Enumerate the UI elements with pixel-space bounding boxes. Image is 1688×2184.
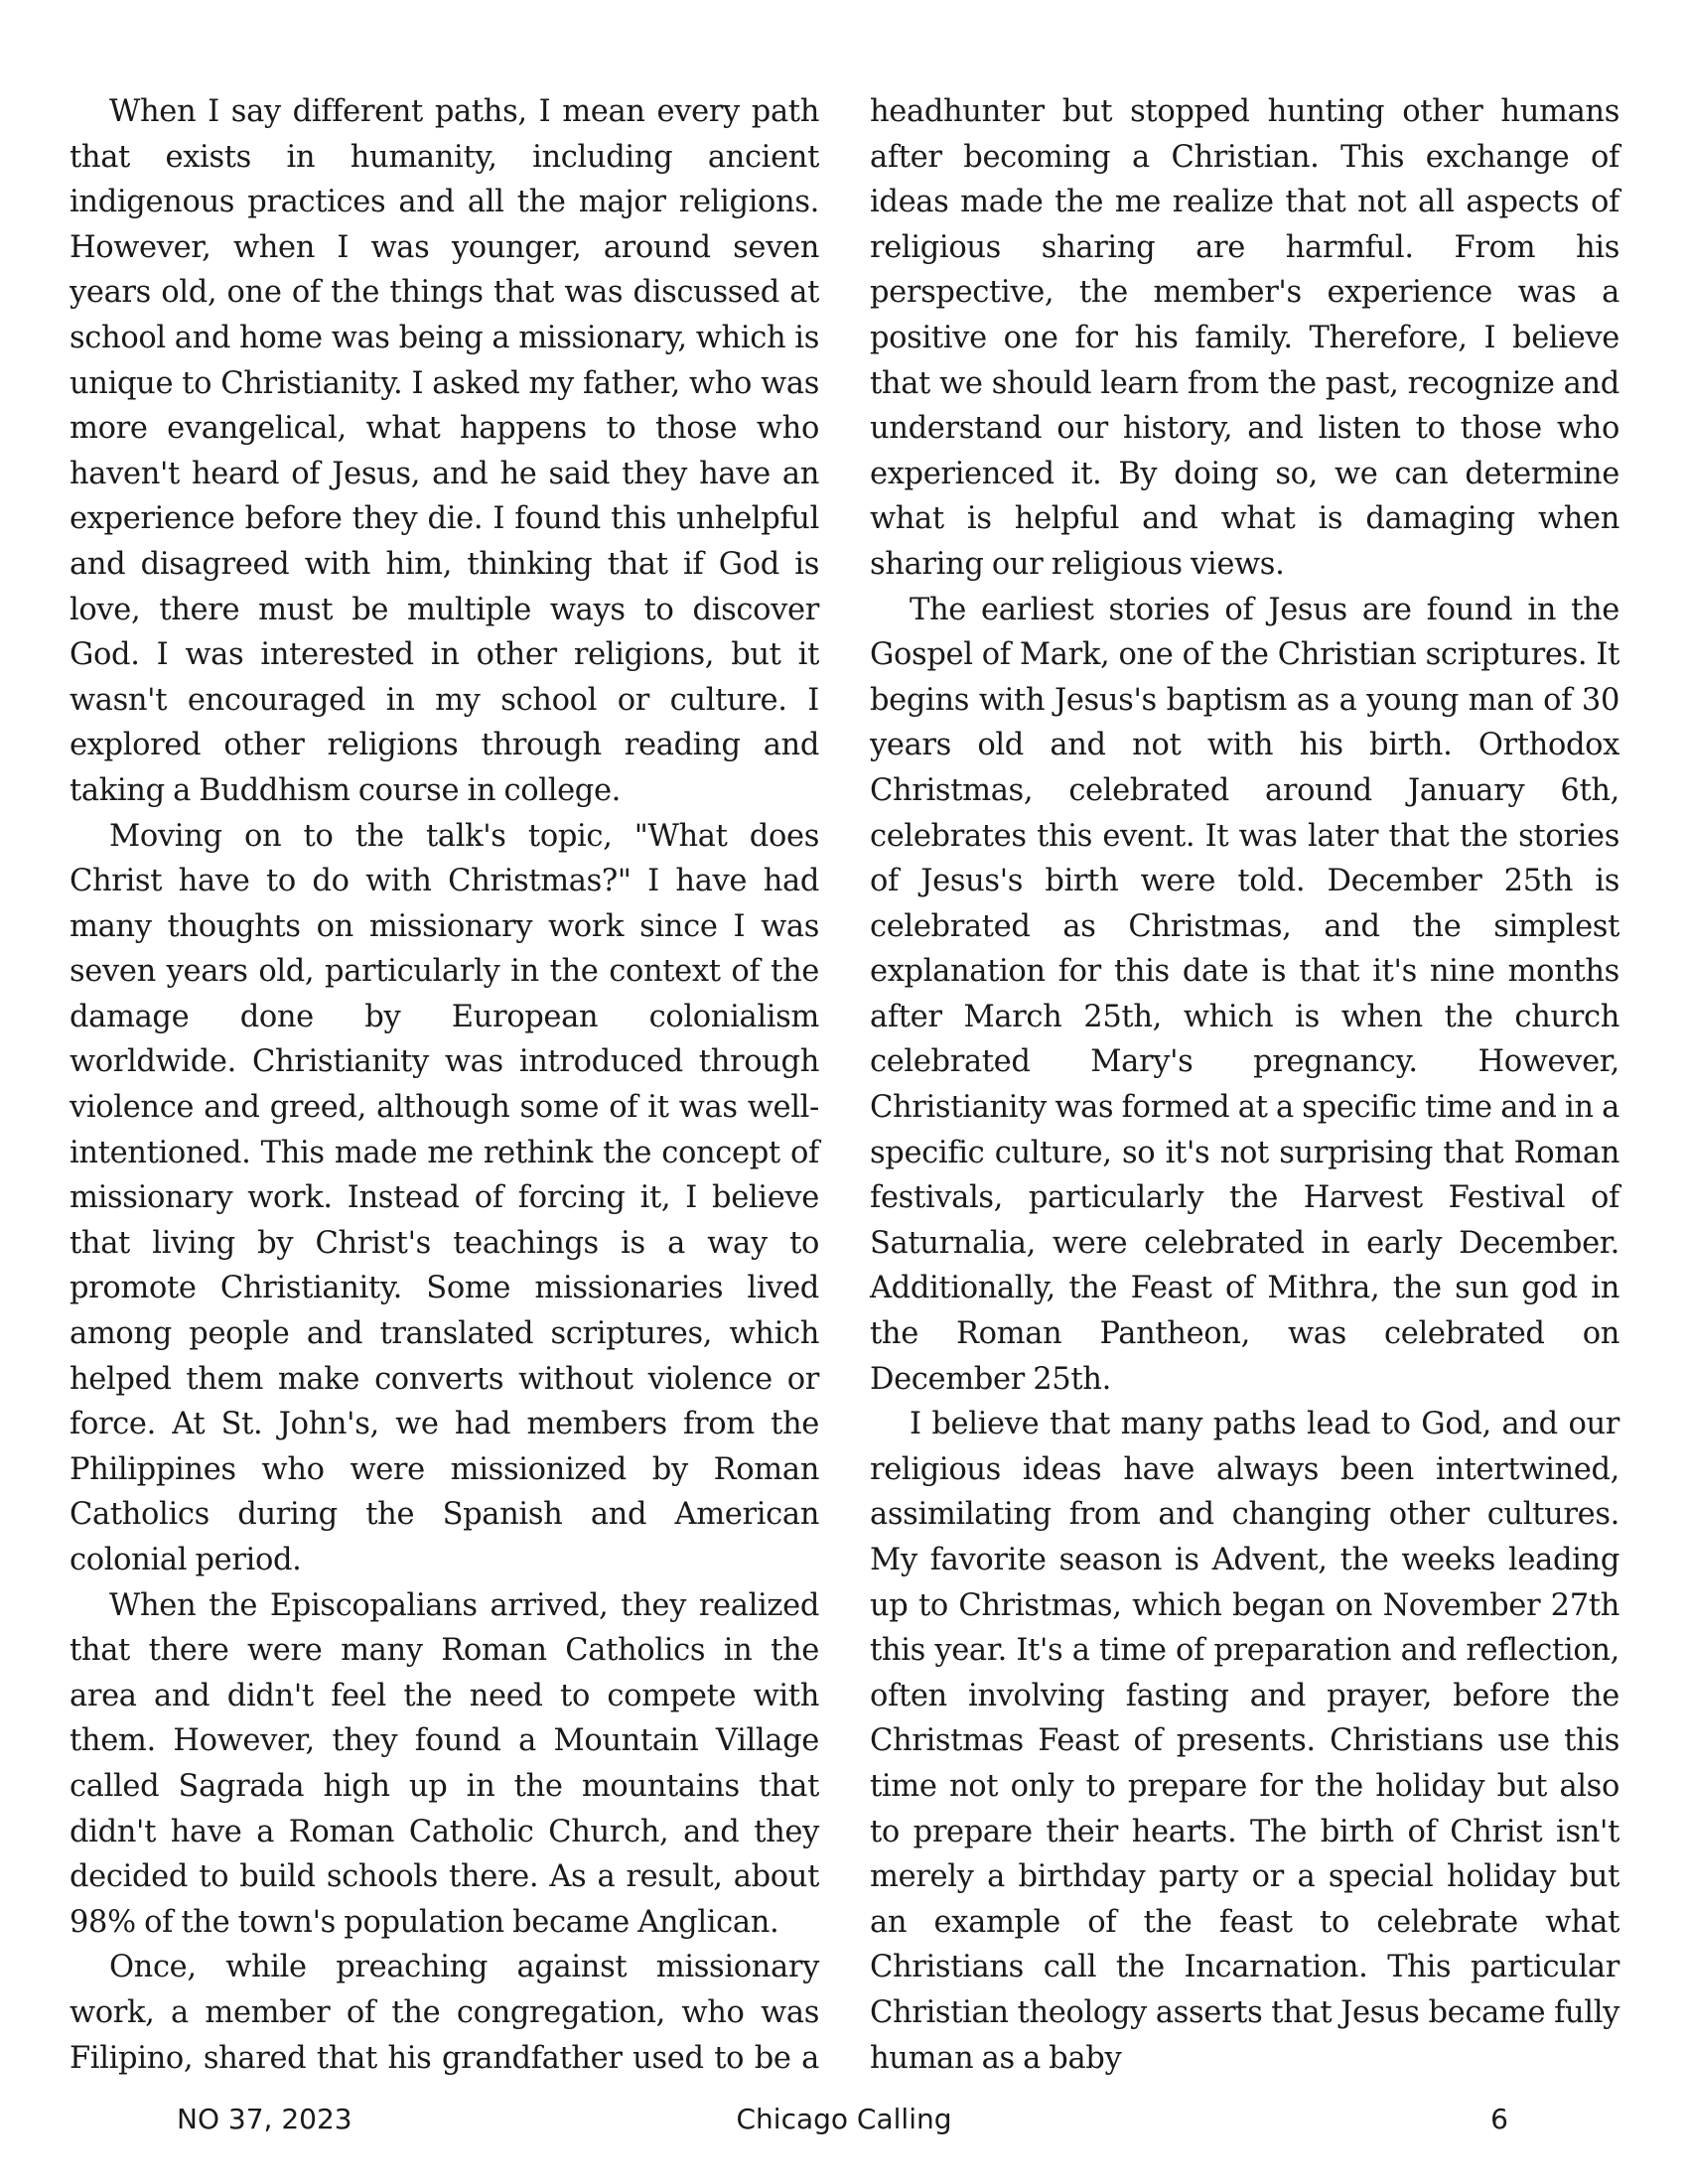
paragraph-continuation: headhunter but stopped hunting other humans after becoming a Christian. This exchange of ideas made the me realize that not all aspects of religious sharing are harmful. From his perspective, the member's experience was a positive one for his family. Therefore, I believe that we should learn from the past, recognize and understand our history, and listen to those who experienced it. By doing so, we can determine what is helpful and what is damaging when sharing our religious views.: [870, 94, 1619, 582]
paragraph: I believe that many paths lead to God, and our religious ideas have always been intertwined, assimilating from and changing other cultures. My favorite season is Advent, the weeks leading up to Christmas, which began on November 27th this year. It's a time of preparation and reflection, often involving fasting and prayer, before the Christmas Feast of presents. Christians use this time not only to prepare for the holiday but also to prepare their hearts. The birth of Christ isn't merely a birthday party or a special holiday but an example of the feast to celebrate what Christians call the Incarnation. This particular Christian theology asserts that Jesus became fully human as a baby: [870, 1407, 1619, 2076]
footer-publication: Chicago Calling: [736, 2103, 952, 2135]
footer-issue: NO 37, 2023: [177, 2103, 352, 2135]
paragraph: Moving on to the talk's topic, "What does Christ have to do with Christmas?" I have had many thoughts on missionary work since I was seven years old, particularly in the context of the damage done by European colonialism worldwide. Christianity was introduced through violence and greed, although some of it was well-intentioned. This made me rethink the concept of missionary work. Instead of forcing it, I believe that living by Christ's teachings is a way to promote Christianity. Some missionaries lived among people and translated scriptures, which helped them make converts without violence or force. At St. John's, we had members from the Philippines who were missionized by Roman Catholics during the Spanish and American colonial period.: [70, 818, 819, 1577]
paragraph: Once, while preaching against missionary work, a member of the congregation, who was Filipino, shared that his grandfather used to be a: [70, 1950, 819, 2076]
paragraph: When the Episcopalians arrived, they realized that there were many Roman Catholics in the area and didn't feel the need to compete with them. However, they found a Mountain Village called Sagrada high up in the mountains that didn't have a Roman Catholic Church, and they decided to build schools there. As a result, about 98% of the town's population became Anglican.: [70, 1587, 819, 1940]
left-column: [70, 89, 819, 2081]
footer-page-number: 6: [1490, 2103, 1508, 2135]
right-column: [870, 89, 1619, 2081]
paragraph: The earliest stories of Jesus are found in the Gospel of Mark, one of the Christian scriptures. It begins with Jesus's baptism as a young man of 30 years old and not with his birth. Orthodox Christmas, celebrated around January 6th, celebrates this event. It was later that the stories of Jesus's birth were told. December 25th is celebrated as Christmas, and the simplest explanation for this date is that it's nine months after March 25th, which is when the church celebrated Mary's pregnancy. However, Christianity was formed at a specific time and in a specific culture, so it's not surprising that Roman festivals, particularly the Harvest Festival of Saturnalia, were celebrated in early December. Additionally, the Feast of Mithra, the sun god in the Roman Pantheon, was celebrated on December 25th.: [870, 592, 1619, 1397]
paragraph: When I say different paths, I mean every path that exists in humanity, including ancient indigenous practices and all the major religions. However, when I was younger, around seven years old, one of the things that was discussed at school and home was being a missionary, which is unique to Christianity. I asked my father, who was more evangelical, what happens to those who haven't heard of Jesus, and he said they have an experience before they die. I found this unhelpful and disagreed with him, thinking that if God is love, there must be multiple ways to discover God. I was interested in other religions, but it wasn't encouraged in my school or culture. I explored other religions through reading and taking a Buddhism course in college.: [70, 94, 819, 808]
